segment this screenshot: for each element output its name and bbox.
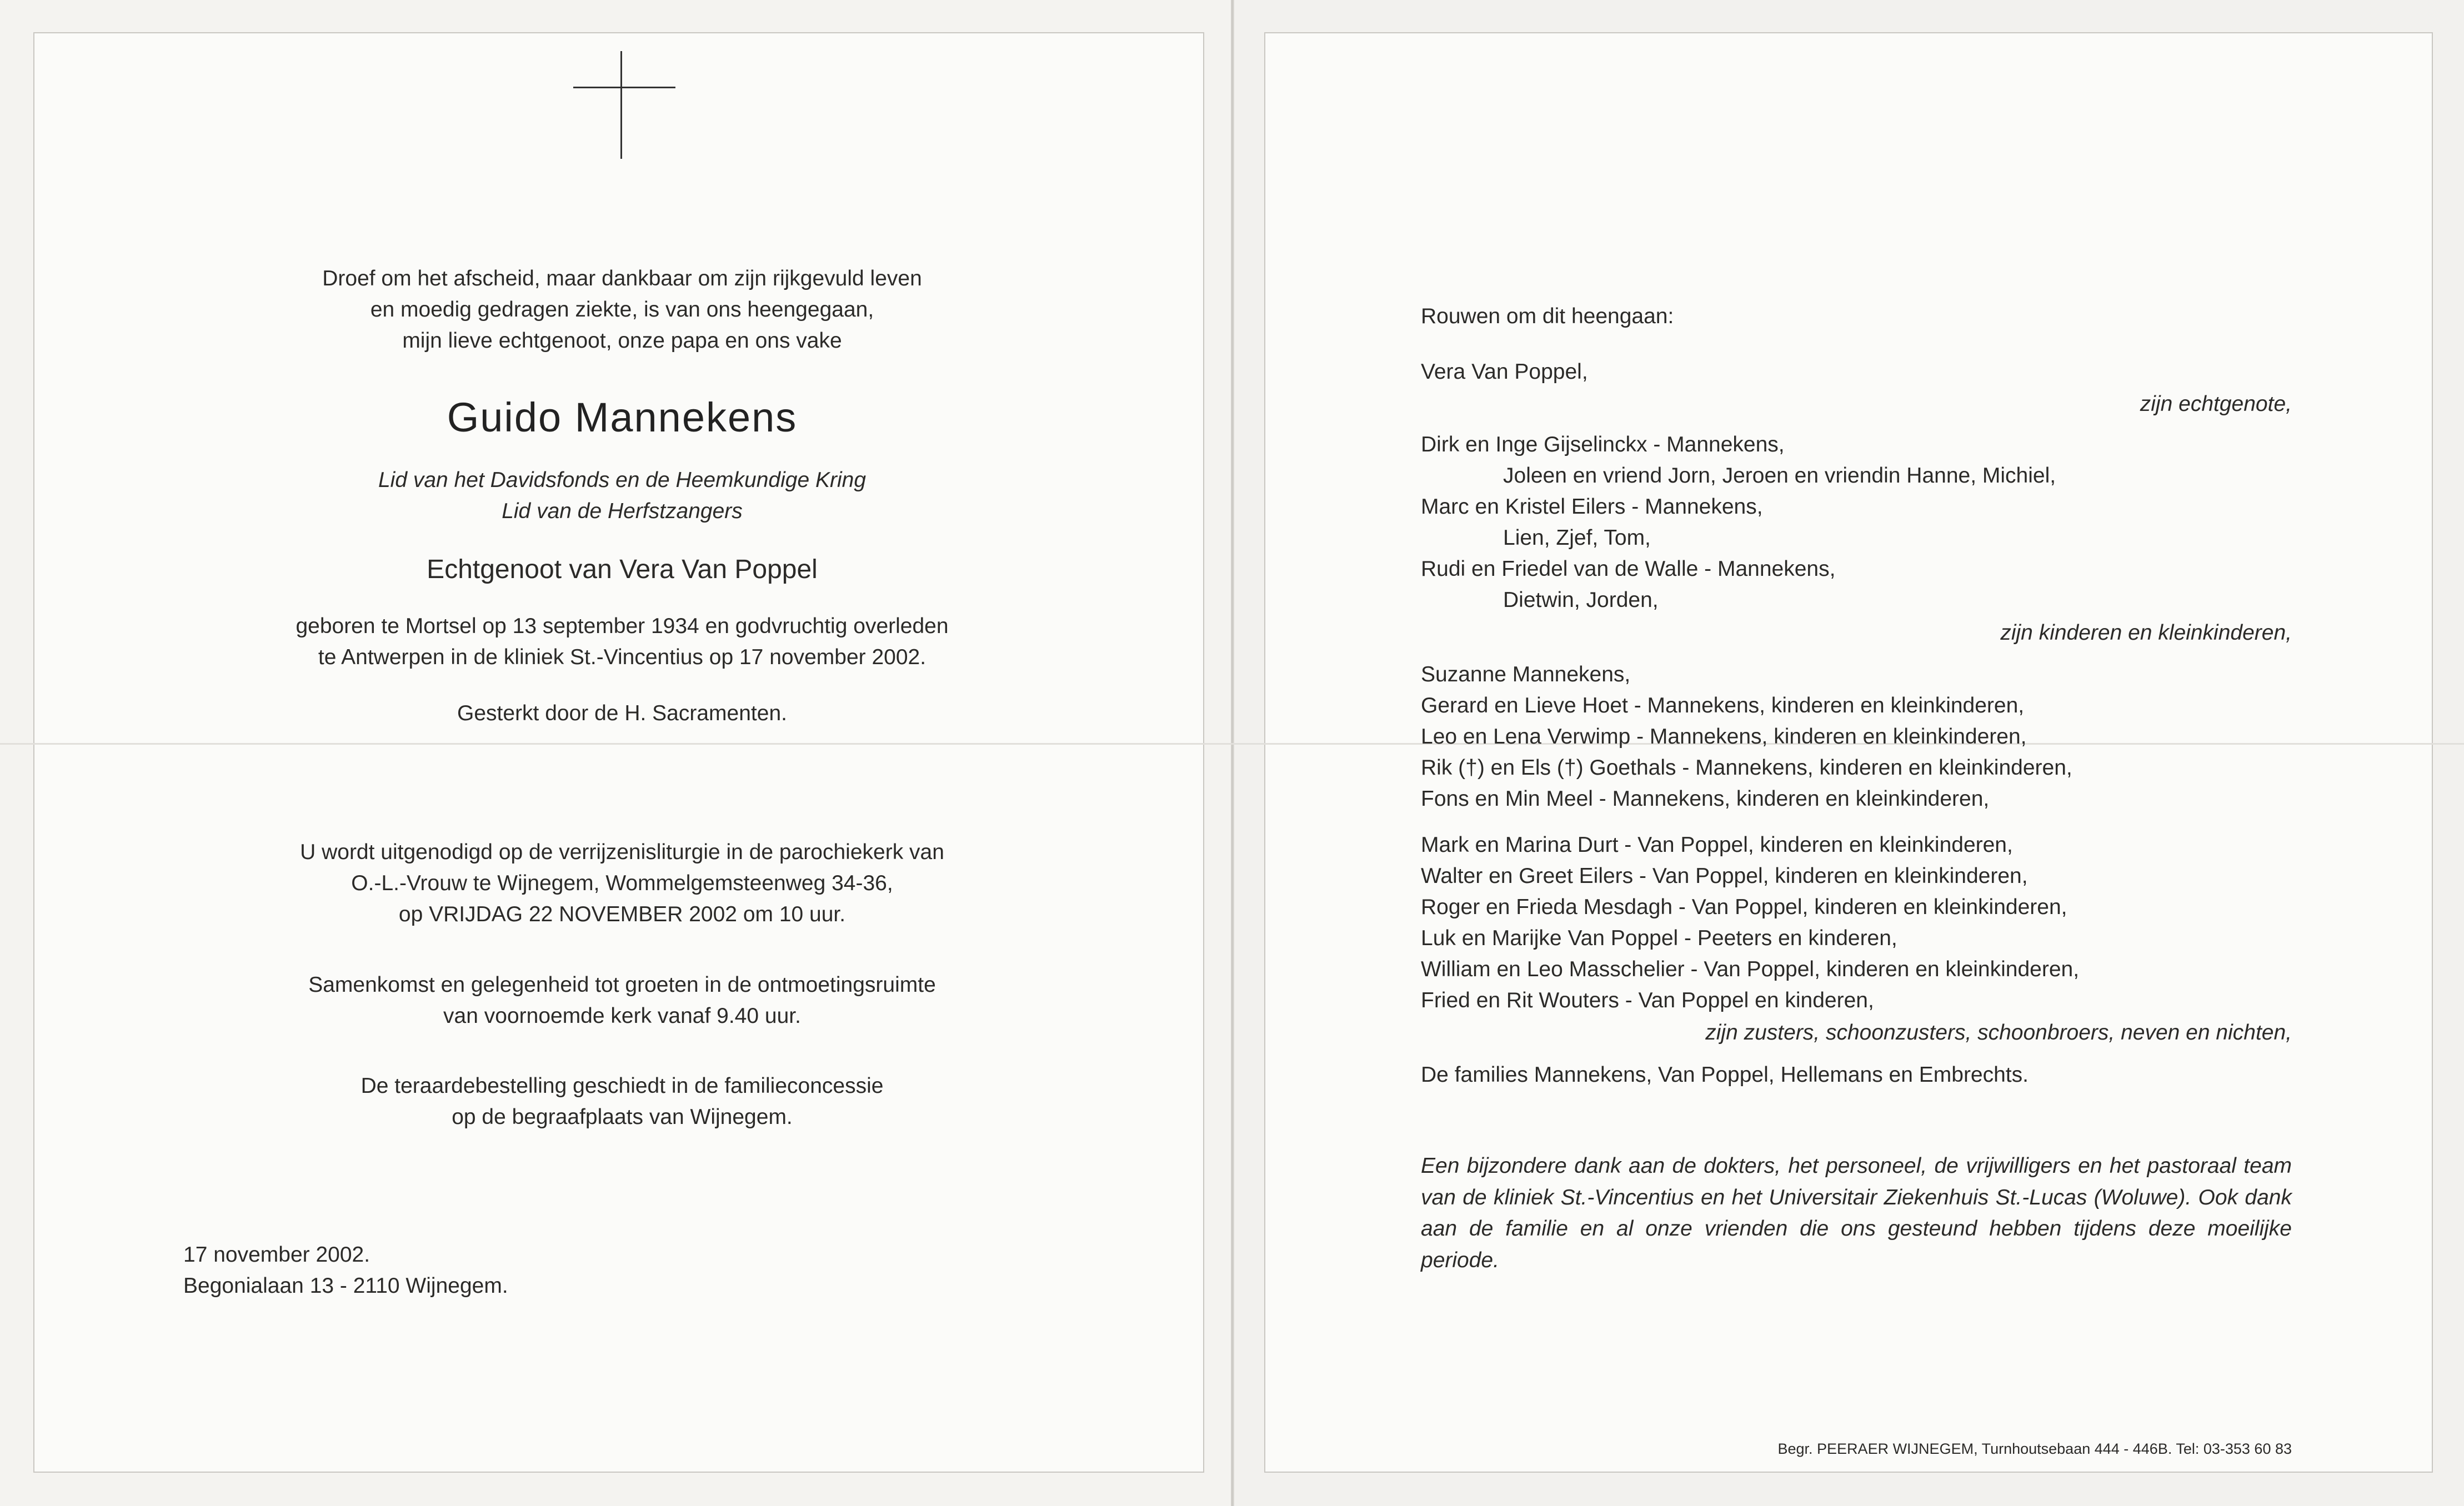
- gathering-line: van voornoemde kerk vanaf 9.40 uur.: [443, 1004, 801, 1028]
- invitation-text: [111, 837, 1133, 930]
- burial-text: [111, 1071, 1133, 1133]
- in-law-line: Fried en Rit Wouters - Van Poppel en kinderen,: [1421, 988, 1874, 1012]
- grandchild-line: Joleen en vriend Jorn, Jeroen en vriendin Hanne, Michiel,: [1503, 464, 2056, 488]
- birth-death-text: [111, 611, 1133, 673]
- sibling-line: Suzanne Mannekens,: [1421, 662, 1631, 686]
- in-laws-role: zijn zusters, schoonzusters, schoonbroers, neven en nichten,: [1705, 1021, 2292, 1045]
- intro-line: Droef om het afscheid, maar dankbaar om zijn rijkgevuld leven: [322, 267, 922, 290]
- membership-line: Lid van de Herfstzangers: [502, 499, 743, 523]
- horizontal-fold: [0, 743, 2464, 745]
- invitation-line: U wordt uitgenodigd op de verrijzenisliturgie in de parochiekerk van: [300, 840, 944, 864]
- cross-icon-bar: [573, 87, 675, 88]
- intro-line: en moedig gedragen ziekte, is van ons heengegaan,: [370, 298, 874, 322]
- cross-icon: [620, 51, 622, 159]
- mourners-heading: Rouwen om dit heengaan:: [1421, 304, 1674, 328]
- sibling-line: Leo en Lena Verwimp - Mannekens, kinderen en kleinkinderen,: [1421, 725, 2027, 749]
- child-line: Marc en Kristel Eilers - Mannekens,: [1421, 495, 1763, 519]
- intro-line: mijn lieve echtgenoot, onze papa en ons vake: [402, 329, 842, 353]
- sibling-line: Gerard en Lieve Hoet - Mannekens, kinderen en kleinkinderen,: [1421, 694, 2025, 717]
- vertical-fold: [1231, 0, 1234, 1506]
- burial-line: op de begraafplaats van Wijnegem.: [452, 1105, 793, 1129]
- invitation-line: op VRIJDAG 22 NOVEMBER 2002 om 10 uur.: [398, 902, 846, 926]
- gathering-text: [111, 970, 1133, 1032]
- spouse-line: Echtgenoot van Vera Van Poppel: [427, 555, 818, 584]
- burial-line: De teraardebestelling geschiedt in de familieconcessie: [360, 1074, 884, 1098]
- child-line: Rudi en Friedel van de Walle - Mannekens,: [1421, 557, 1836, 581]
- deceased-name: Guido Mannekens: [447, 394, 798, 440]
- children-role: zijn kinderen en kleinkinderen,: [2000, 621, 2292, 645]
- grandchild-line: Dietwin, Jorden,: [1503, 588, 1659, 612]
- birth-death-line: geboren te Mortsel op 13 september 1934 en godvruchtig overleden: [296, 614, 949, 638]
- in-law-line: Walter en Greet Eilers - Van Poppel, kinderen en kleinkinderen,: [1421, 864, 2028, 888]
- sibling-line: Rik (†) en Els (†) Goethals - Mannekens, kinderen en kleinkinderen,: [1421, 756, 2072, 780]
- printer-credit: Begr. PEERAER WIJNEGEM, Turnhoutsebaan 444 - 446B. Tel: 03-353 60 83: [1777, 1440, 2292, 1457]
- thanks-text: Een bijzondere dank aan de dokters, het personeel, de vrijwilligers en het pastoraal team van de kliniek St.-Vincentius en het Universitair Ziekenhuis St.-Lucas (Woluwe). Ook dank aan de familie en al onze vrienden die ons gesteund hebben tijdens deze moeilijke periode.: [1421, 1154, 2292, 1272]
- families-line: De families Mannekens, Van Poppel, Hellemans en Embrechts.: [1421, 1063, 2029, 1087]
- invitation-line: O.-L.-Vrouw te Wijnegem, Wommelgemsteenweg 34-36,: [351, 871, 893, 895]
- gathering-line: Samenkomst en gelegenheid tot groeten in de ontmoetingsruimte: [308, 973, 936, 997]
- birth-death-line: te Antwerpen in de kliniek St.-Vincentius op 17 november 2002.: [318, 645, 926, 669]
- family-address: Begonialaan 13 - 2110 Wijnegem.: [183, 1274, 508, 1298]
- in-law-line: Mark en Marina Durt - Van Poppel, kinderen en kleinkinderen,: [1421, 833, 2013, 857]
- sibling-line: Fons en Min Meel - Mannekens, kinderen en kleinkinderen,: [1421, 787, 1990, 811]
- in-law-line: Roger en Frieda Mesdagh - Van Poppel, kinderen en kleinkinderen,: [1421, 895, 2067, 919]
- spouse-role: zijn echtgenote,: [2140, 392, 2292, 416]
- membership-line: Lid van het Davidsfonds en de Heemkundige Kring: [378, 468, 867, 492]
- sacraments-text: Gesterkt door de H. Sacramenten.: [457, 701, 787, 725]
- in-law-line: Luk en Marijke Van Poppel - Peeters en kinderen,: [1421, 926, 1897, 950]
- child-line: Dirk en Inge Gijselinckx - Mannekens,: [1421, 433, 1785, 456]
- intro-text: [111, 263, 1133, 357]
- grandchild-line: Lien, Zjef, Tom,: [1503, 526, 1651, 550]
- notice-date: 17 november 2002.: [183, 1243, 370, 1267]
- in-law-line: William en Leo Masschelier - Van Poppel, kinderen en kleinkinderen,: [1421, 957, 2080, 981]
- spouse-name: Vera Van Poppel,: [1421, 360, 1588, 384]
- memberships: [111, 465, 1133, 527]
